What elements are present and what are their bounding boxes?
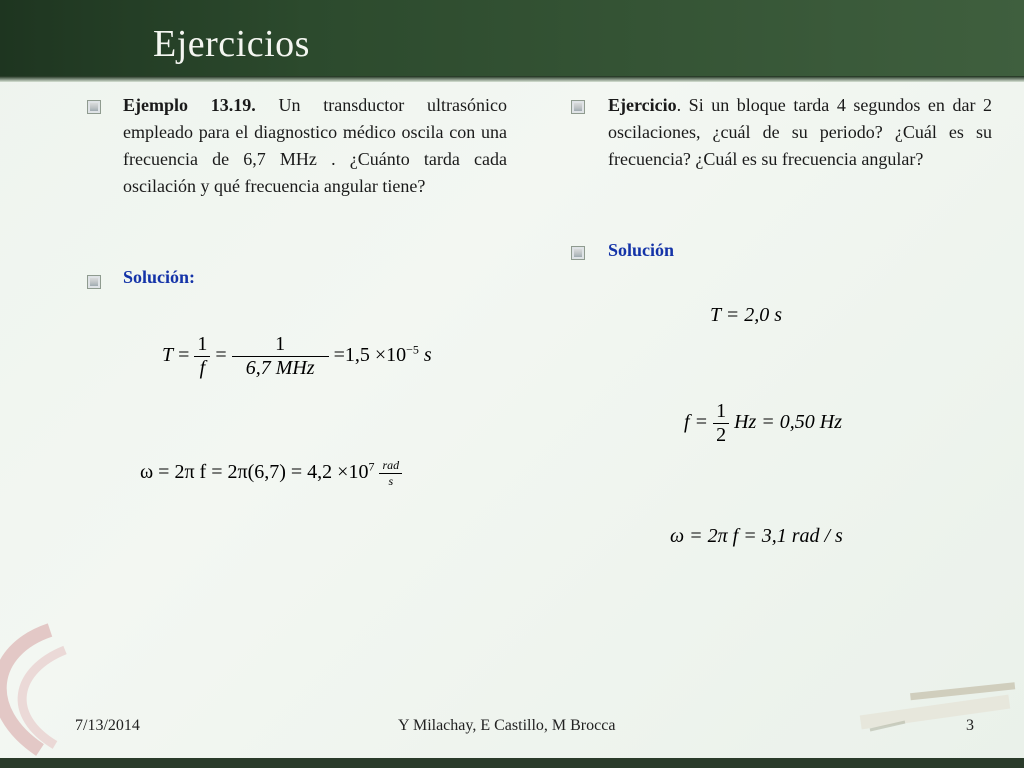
- example-paragraph: [123, 92, 507, 200]
- frac-r-num: 1: [716, 400, 727, 422]
- eq-unit: s: [423, 344, 432, 367]
- footer-authors: Y Milachay, E Castillo, M Brocca: [398, 717, 616, 734]
- unit-den: s: [379, 473, 402, 489]
- decorative-swirl-icon: [0, 620, 80, 760]
- equation-frequency-right: [684, 400, 842, 447]
- fraction-1-over-f: [194, 333, 210, 380]
- solution-label-right: Solución: [608, 240, 675, 260]
- frac-den: f: [194, 356, 210, 380]
- bullet-icon: [571, 100, 585, 114]
- example-label: Ejemplo 13.19.: [123, 95, 256, 115]
- eq-result: =1,5 ×10: [333, 344, 407, 367]
- equation-period-right: [710, 304, 782, 327]
- equation-angular-right: [670, 525, 843, 548]
- eq-r2-lhs: f =: [684, 411, 709, 434]
- solution-label-left: Solución:: [123, 267, 196, 287]
- bullet-icon: [87, 275, 101, 289]
- unit-fraction: [379, 458, 402, 489]
- slide-title: Ejercicios: [153, 23, 310, 65]
- frac-num-2: 1: [275, 333, 286, 355]
- pen-image-icon: [850, 660, 1020, 750]
- frac-num: 1: [197, 333, 208, 355]
- equation-angular-left: [140, 458, 402, 489]
- title-bar: [0, 0, 1024, 82]
- equation-period-left: [162, 333, 432, 380]
- exercise-text: . Si un bloque tarda 4 segundos en dar 2 oscilaciones, ¿cuál de su periodo? ¿Cuál es su frecuencia? ¿Cuál es su frecuencia angular?: [608, 95, 992, 169]
- eq-var-T: T: [162, 344, 174, 367]
- example-text: Un transductor ultrasónico empleado para el diagnostico médico oscila con una frecuencia de 6,7 MHz . ¿Cuánto tarda cada oscilación y qué frecuencia angular tiene?: [123, 95, 508, 196]
- eq2-lhs: ω = 2π f = 2π(6,7) = 4,2 ×10: [140, 461, 369, 484]
- eq-r1: T = 2,0 s: [710, 304, 783, 326]
- frac-r-den: 2: [713, 423, 729, 447]
- bottom-bar: [0, 758, 1024, 768]
- fraction-1-over-2: [713, 400, 729, 447]
- eq-r3: ω = 2π f = 3,1 rad / s: [670, 525, 843, 547]
- eq-equals-2: =: [215, 344, 227, 367]
- bullet-icon: [87, 100, 101, 114]
- eq2-exponent: 7: [368, 459, 375, 474]
- footer-page-number: 3: [966, 717, 974, 734]
- eq-r2-rhs: Hz = 0,50 Hz: [734, 411, 843, 434]
- footer-date: 7/13/2014: [75, 717, 140, 734]
- frac-den-2: 6,7 MHz: [232, 356, 329, 380]
- eq-exponent: −5: [406, 342, 419, 357]
- bullet-icon: [571, 246, 585, 260]
- unit-num: rad: [382, 458, 400, 472]
- exercise-paragraph: [608, 92, 992, 173]
- exercise-label: Ejercicio: [608, 95, 677, 115]
- fraction-1-over-freq: [232, 333, 329, 380]
- eq-equals: =: [178, 344, 190, 367]
